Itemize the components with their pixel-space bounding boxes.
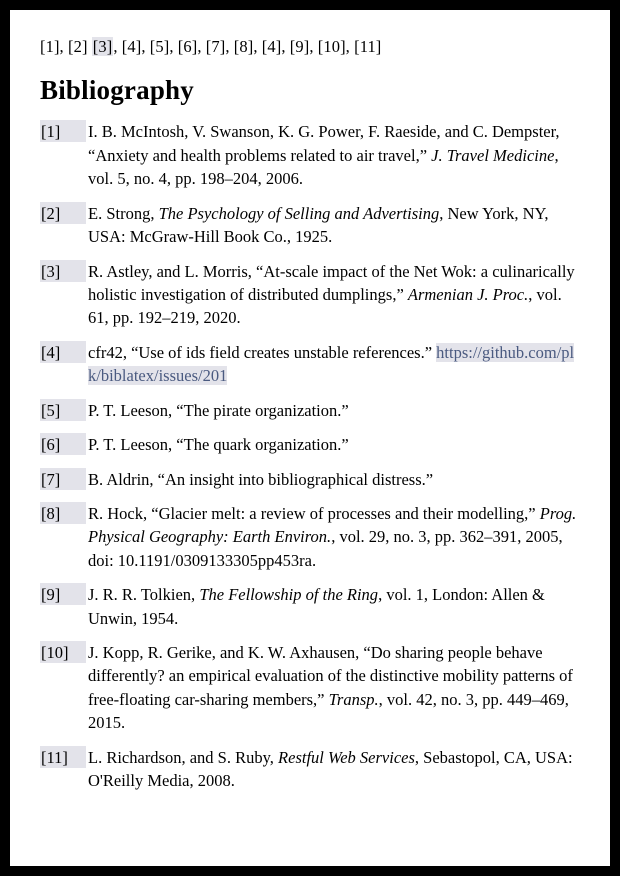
entry-text bbox=[88, 583, 580, 630]
bibliography-entry bbox=[40, 502, 580, 572]
entry-text-run: , vol. 29, no. 3, pp. 362–391, 2005, doi: 10.1191/0309133305pp453ra. bbox=[88, 527, 563, 570]
entry-text-run: P. T. Leeson, “The quark organization.” bbox=[88, 435, 349, 455]
entry-title-italic: Restful Web Services bbox=[278, 747, 415, 767]
entry-text-run: B. Aldrin, “An insight into bibliographical distress.” bbox=[88, 469, 434, 489]
citation-ref[interactable]: [4] bbox=[121, 37, 142, 56]
bibliography-entry bbox=[40, 641, 580, 735]
entry-text bbox=[88, 202, 580, 249]
entry-label[interactable]: [7] bbox=[40, 468, 86, 490]
entry-text bbox=[88, 502, 580, 572]
citation-ref[interactable]: [6] bbox=[177, 37, 198, 56]
entry-title-italic: Transp. bbox=[328, 689, 379, 709]
entry-text bbox=[88, 260, 580, 330]
entry-text-run: , Sebastopol, CA, USA: O'Reilly Media, 2008. bbox=[88, 747, 573, 791]
entry-text-run: J. Kopp, R. Gerike, and K. W. Axhausen, “Do sharing people behave differently? an empirical evaluation of the distinctive mobility patterns of free-floating car-sharing members,” bbox=[88, 643, 573, 709]
citation-ref[interactable]: [3] bbox=[92, 37, 113, 56]
entry-text-run: J. R. R. Tolkien, bbox=[88, 585, 200, 605]
entry-text-run: , vol. 61, pp. 192–219, 2020. bbox=[88, 284, 562, 328]
entry-text bbox=[88, 341, 580, 388]
entry-title-italic: Prog. Physical Geography: Earth Environ. bbox=[88, 503, 577, 547]
entry-label[interactable]: [4] bbox=[40, 341, 86, 363]
citation-ref[interactable]: [11] bbox=[354, 37, 382, 56]
entry-text-run: R. Hock, “Glacier melt: a review of processes and their modelling,” bbox=[88, 503, 540, 523]
bibliography-entry bbox=[40, 468, 580, 491]
entry-text-run: , vol. 5, no. 4, pp. 198–204, 2006. bbox=[88, 145, 559, 189]
citation-ref[interactable]: [7] bbox=[205, 37, 226, 56]
entry-text bbox=[88, 468, 580, 491]
document-page bbox=[10, 10, 610, 866]
citation-ref[interactable]: [4] bbox=[261, 37, 282, 56]
entry-text-run: R. Astley, and L. Morris, “At-scale impact of the Net Wok: a culinarically holistic investigation of distributed dumplings,” bbox=[88, 261, 575, 304]
entry-label[interactable]: [5] bbox=[40, 399, 86, 421]
entry-label[interactable]: [11] bbox=[40, 746, 86, 768]
entry-label[interactable]: [2] bbox=[40, 202, 86, 224]
entry-url-link[interactable]: https://github.com/plk/biblatex/issues/201 bbox=[88, 342, 575, 386]
bibliography-entry bbox=[40, 120, 580, 190]
entry-text bbox=[88, 120, 580, 190]
entry-text-run: cfr42, “Use of ids field creates unstable references.” bbox=[88, 342, 437, 362]
bibliography-entry bbox=[40, 583, 580, 630]
page-title: Bibliography bbox=[40, 75, 194, 106]
entry-text-run: , New York, NY, USA: McGraw-Hill Book Co., 1925. bbox=[88, 203, 549, 247]
entry-label[interactable]: [6] bbox=[40, 433, 86, 455]
entry-text bbox=[88, 746, 580, 793]
entry-title-italic: The Psychology of Selling and Advertising bbox=[158, 203, 440, 223]
entry-title-italic: Armenian J. Proc. bbox=[407, 284, 529, 304]
citation-ref[interactable]: [2] bbox=[68, 37, 88, 56]
entry-text bbox=[88, 399, 580, 422]
entry-label[interactable]: [10] bbox=[40, 641, 86, 663]
citation-ref[interactable]: [5] bbox=[149, 37, 170, 56]
bibliography-entry bbox=[40, 746, 580, 793]
citation-ref[interactable]: [9] bbox=[289, 37, 310, 56]
entry-text-run: , vol. 1, London: Allen & Unwin, 1954. bbox=[88, 585, 545, 628]
entry-label[interactable]: [1] bbox=[40, 120, 86, 142]
bibliography-entry bbox=[40, 202, 580, 249]
citation-ref[interactable]: [10] bbox=[317, 37, 346, 56]
bibliography-list bbox=[40, 120, 580, 792]
bibliography-entry bbox=[40, 260, 580, 330]
entry-text-run: L. Richardson, and S. Ruby, bbox=[88, 747, 279, 767]
citation-line: [1], [2] [3], [4], [5], [6], [7], [8], [4], [9], [10], [11] bbox=[40, 37, 382, 56]
citation-ref[interactable]: [8] bbox=[233, 37, 254, 56]
bibliography-entry bbox=[40, 433, 580, 456]
entry-title-italic: The Fellowship of the Ring bbox=[199, 585, 379, 605]
entry-text-run: , vol. 42, no. 3, pp. 449–469, 2015. bbox=[88, 689, 569, 733]
entry-title-italic: J. Travel Medicine bbox=[431, 145, 555, 165]
entry-text-run: E. Strong, bbox=[88, 203, 159, 223]
entry-text bbox=[88, 433, 580, 456]
bibliography-entry bbox=[40, 341, 580, 388]
bibliography-entry bbox=[40, 399, 580, 422]
entry-text bbox=[88, 641, 580, 735]
entry-label[interactable]: [9] bbox=[40, 583, 86, 605]
citation-ref[interactable]: [1] bbox=[40, 37, 60, 56]
entry-text-run: P. T. Leeson, “The pirate organization.” bbox=[88, 400, 349, 420]
entry-label[interactable]: [3] bbox=[40, 260, 86, 282]
entry-text-run: I. B. McIntosh, V. Swanson, K. G. Power, F. Raeside, and C. Dempster, “Anxiety and health problems related to air travel,” bbox=[88, 122, 560, 165]
entry-label[interactable]: [8] bbox=[40, 502, 86, 524]
